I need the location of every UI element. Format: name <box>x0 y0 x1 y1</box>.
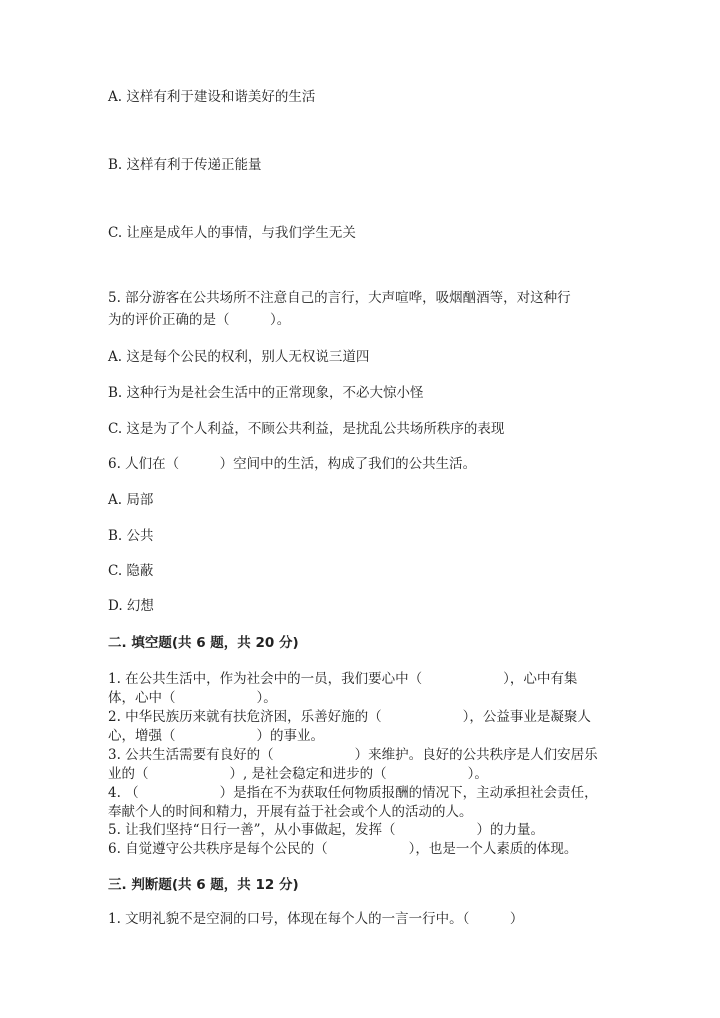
judge-line: 1. 文明礼貌不是空洞的口号，体现在每个人的一言一行中。（ ） <box>108 911 524 927</box>
q6-option-c: C. 隐蔽 <box>108 563 154 579</box>
q5-option-a: A. 这是每个公民的权利，别人无权说三道四 <box>108 349 370 365</box>
fill-line: 3. 公共生活需要有良好的（ ）来维护。良好的公共秩序是人们安居乐 <box>108 747 598 763</box>
section3-title: 三. 判断题(共 6 题，共 12 分) <box>108 877 299 893</box>
fill-line: 5. 让我们坚持“日行一善”，从小事做起，发挥（ ）的力量。 <box>108 822 544 838</box>
section2-title: 二. 填空题(共 6 题，共 20 分) <box>108 635 299 651</box>
q4-option-c: C. 让座是成年人的事情，与我们学生无关 <box>108 225 356 241</box>
fill-line: 奉献个人的时间和精力，开展有益于社会或个人的活动的人。 <box>108 804 473 820</box>
q6-option-b: B. 公共 <box>108 528 154 544</box>
fill-line: 心，增强（ ）的事业。 <box>108 728 324 744</box>
fill-line: 体，心中（ ）。 <box>108 690 277 706</box>
fill-line: 2. 中华民族历来就有扶危济困，乐善好施的（ ），公益事业是凝聚人 <box>108 709 591 725</box>
q6-option-d: D. 幻想 <box>108 598 154 614</box>
q6-option-a: A. 局部 <box>108 492 154 508</box>
q5-option-b: B. 这种行为是社会生活中的正常现象，不必大惊小怪 <box>108 385 424 401</box>
q5-stem-line2: 为的评价正确的是（ ）。 <box>108 312 291 328</box>
fill-line: 6. 自觉遵守公共秩序是每个公民的（ ），也是一个人素质的体现。 <box>108 841 578 857</box>
q4-option-a: A. 这样有利于建设和谐美好的生活 <box>108 89 316 105</box>
q4-option-b: B. 这样有利于传递正能量 <box>108 157 262 173</box>
q5-option-c: C. 这是为了个人利益，不顾公共利益，是扰乱公共场所秩序的表现 <box>108 421 505 437</box>
q5-stem-line1: 5. 部分游客在公共场所不注意自己的言行，大声喧哗，吸烟酗酒等，对这种行 <box>108 290 571 306</box>
q6-stem: 6. 人们在（ ）空间中的生活，构成了我们的公共生活。 <box>108 456 477 472</box>
fill-line: 业的（ ）, 是社会稳定和进步的（ ）。 <box>108 766 488 782</box>
fill-line: 4. （ ）是指在不为获取任何物质报酬的情况下，主动承担社会责任， <box>108 785 598 801</box>
fill-line: 1. 在公共生活中，作为社会中的一员，我们要心中（ ），心中有集 <box>108 671 578 687</box>
